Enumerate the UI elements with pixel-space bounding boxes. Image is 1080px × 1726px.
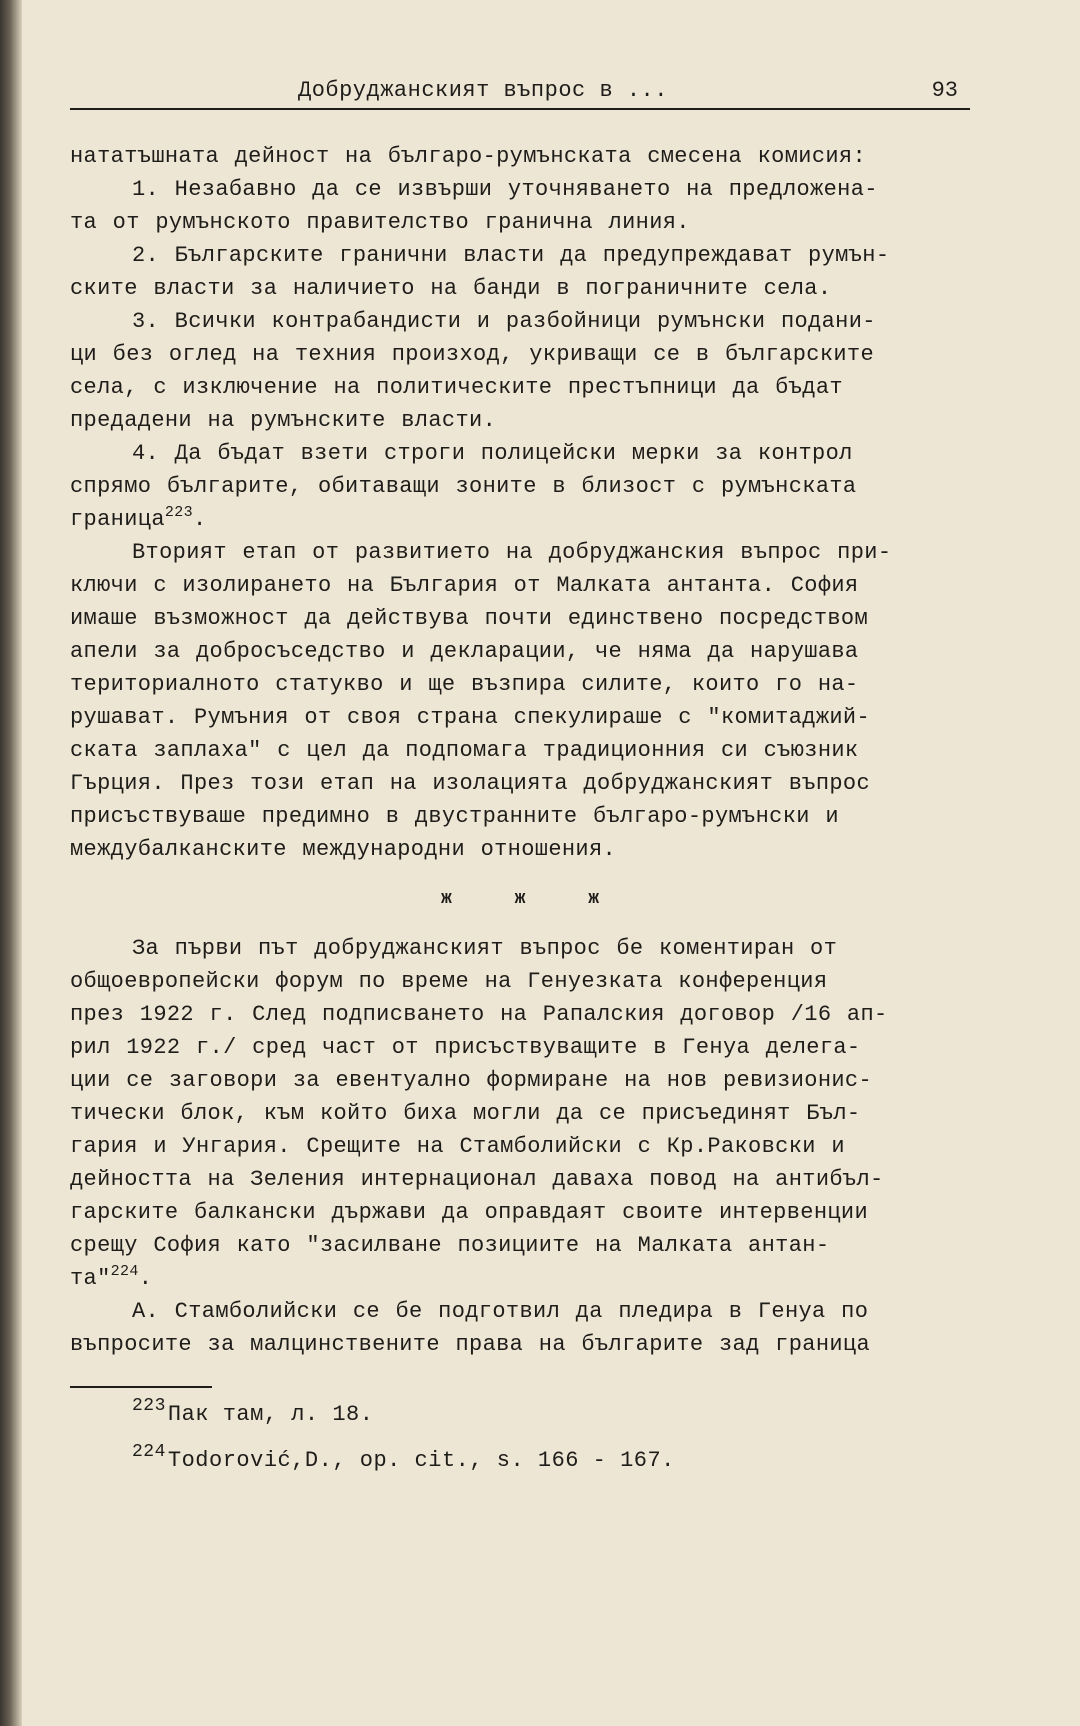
sentence-period: .	[138, 1266, 153, 1291]
text-fragment: граница	[70, 507, 165, 532]
document-page	[70, 0, 970, 1726]
footnote-mark: 223	[132, 1396, 166, 1416]
text-line: нататъшната дейност на българо-румънската смесена комисия:	[70, 144, 867, 169]
text-line: 3. Всички контрабандисти и разбойници румънски подани-	[132, 309, 876, 334]
section-separator: ж ж ж	[440, 889, 625, 909]
text-line: ската заплаха" с цел да подпомага традиционния си съюзник	[70, 738, 859, 763]
footnote-text: Todorović,D., op. cit., s. 166 - 167.	[167, 1448, 675, 1473]
footnote-text: Пак там, л. 18.	[167, 1402, 374, 1427]
footnote-ref-223: 223	[164, 504, 193, 521]
footnotes	[70, 1392, 970, 1484]
text-line-with-footnote-ref	[70, 1262, 970, 1295]
text-fragment: та"	[70, 1266, 111, 1291]
footnote-mark: 224	[132, 1442, 166, 1462]
text-line: срещу София като "засилване позициите на Малката антан-	[70, 1233, 830, 1258]
text-line: ции се заговори за евентуално формиране на нов ревизионис-	[70, 1068, 873, 1093]
text-line: Гърция. През този етап на изолацията добруджанският въпрос	[70, 771, 871, 796]
text-line: рил 1922 г./ сред част от присъствуващите в Генуа делега-	[70, 1035, 861, 1060]
text-line: през 1922 г. След подписването на Рапалския договор /16 ап-	[70, 1002, 888, 1027]
footnote-divider	[70, 1386, 212, 1388]
text-line: общоевропейски форум по време на Генуезката конференция	[70, 969, 828, 994]
text-line: Вторият етап от развитието на добруджанския въпрос при-	[132, 540, 892, 565]
text-line: А. Стамболийски се бе подготвил да пледира в Генуа по	[132, 1299, 869, 1324]
text-line: гарските балкански държави да оправдаят своите интервенции	[70, 1200, 869, 1225]
text-line: апели за добросъседство и декларации, че няма да нарушава	[70, 639, 859, 664]
text-line: териториалното статукво и ще възпира силите, които го на-	[70, 672, 859, 697]
text-line: тически блок, към който биха могли да се присъединят Бъл-	[70, 1101, 861, 1126]
text-line: За първи път добруджанският въпрос бе коментиран от	[132, 936, 838, 961]
text-line: 2. Българските гранични власти да предупреждават румън-	[132, 243, 890, 268]
footnote-224	[70, 1438, 970, 1484]
text-line: рушават. Румъния от своя страна спекулираше с "комитаджий-	[70, 705, 871, 730]
text-line: ци без оглед на техния произход, укриващи се в българските	[70, 342, 875, 367]
footnote-223	[70, 1392, 970, 1438]
text-line: гария и Унгария. Срещите на Стамболийски с Кр.Раковски и	[70, 1134, 845, 1159]
text-line: дейността на Зеления интернационал даваха повод на антибъл-	[70, 1167, 884, 1192]
text-line: ключи с изолирането на България от Малката антанта. София	[70, 573, 859, 598]
running-header	[70, 78, 970, 110]
text-line: присъствуваше предимно в двустранните българо-румънски и	[70, 804, 839, 829]
book-spine-shadow	[0, 0, 22, 1726]
text-line: села, с изключение на политическите престъпници да бъдат	[70, 375, 843, 400]
text-line: предадени на румънските власти.	[70, 408, 497, 433]
text-line: спрямо българите, обитаващи зоните в близост с румънската	[70, 474, 857, 499]
text-line: имаше възможност да действува почти единствено посредством	[70, 606, 869, 631]
text-line-with-footnote-ref	[70, 503, 970, 536]
text-line: та от румънското правителство гранична линия.	[70, 210, 690, 235]
running-title: Добруджанският въпрос в ...	[298, 78, 668, 103]
text-line: 1. Незабавно да се извърши уточняването на предложена-	[132, 177, 878, 202]
text-line: ските власти за наличието на банди в пограничните села.	[70, 276, 832, 301]
sentence-period: .	[192, 507, 207, 532]
page-number: 93	[931, 78, 958, 103]
text-line: въпросите за малцинствените права на българите зад граница	[70, 1332, 871, 1357]
text-line: междубалканските международни отношения.	[70, 837, 617, 862]
text-line: 4. Да бъдат взети строги полицейски мерки за контрол	[132, 441, 853, 466]
footnote-ref-224: 224	[110, 1263, 139, 1280]
body-text	[70, 140, 970, 1361]
